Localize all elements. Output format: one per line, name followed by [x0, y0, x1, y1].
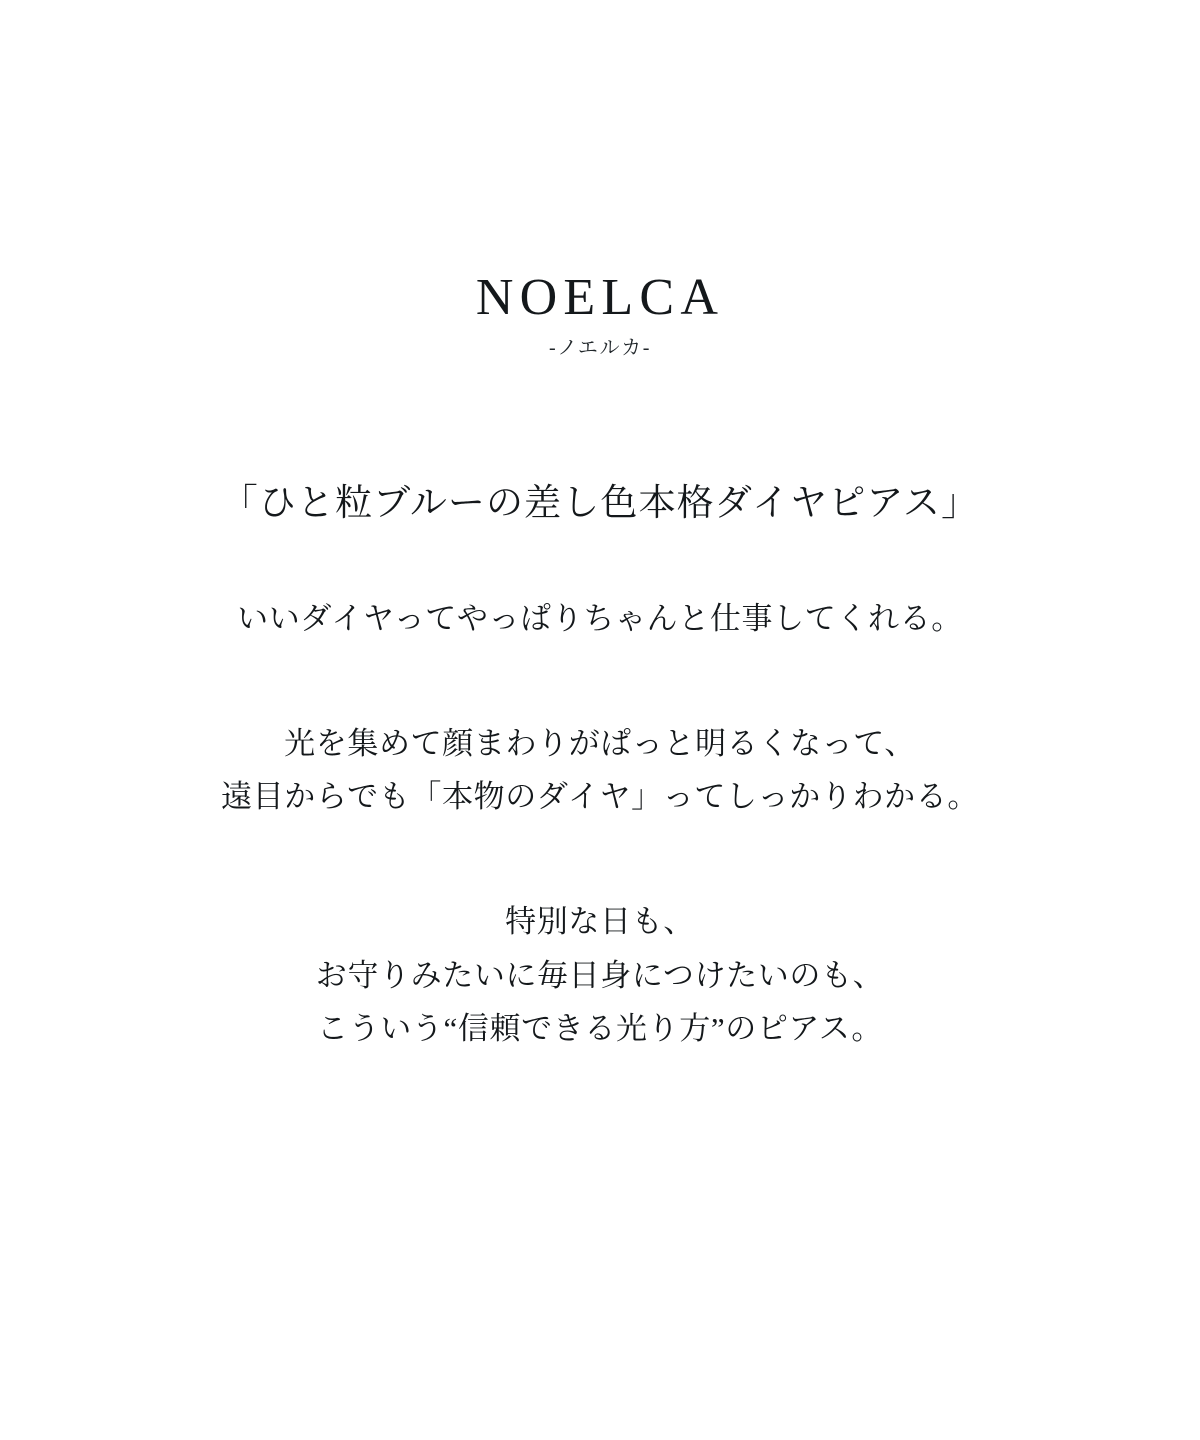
paragraph-line: こういう“信頼できる光り方”のピアス。	[317, 1011, 883, 1047]
paragraph-line: 光を集めて顔まわりがぱっと明るくなって、	[284, 725, 916, 761]
brand-block	[475, 269, 725, 359]
brand-name: NOELCA	[475, 269, 725, 326]
paragraph-line: 遠目からでも「本物のダイヤ」ってしっかりわかる。	[221, 779, 979, 815]
paragraph	[100, 895, 1100, 1055]
paragraph	[100, 592, 1100, 645]
paragraph-line: 特別な日も、	[505, 904, 695, 940]
paragraph	[100, 717, 1100, 824]
paragraph-line: いいダイヤってやっぱりちゃんと仕事してくれる。	[237, 600, 963, 636]
paragraph-line: お守りみたいに毎日身につけたいのも、	[315, 957, 885, 993]
brand-reading: -ノエルカ-	[549, 337, 651, 359]
headline: 「ひと粒ブルーの差し色本格ダイヤピアス」	[220, 483, 980, 524]
copy-block	[100, 476, 1100, 1055]
